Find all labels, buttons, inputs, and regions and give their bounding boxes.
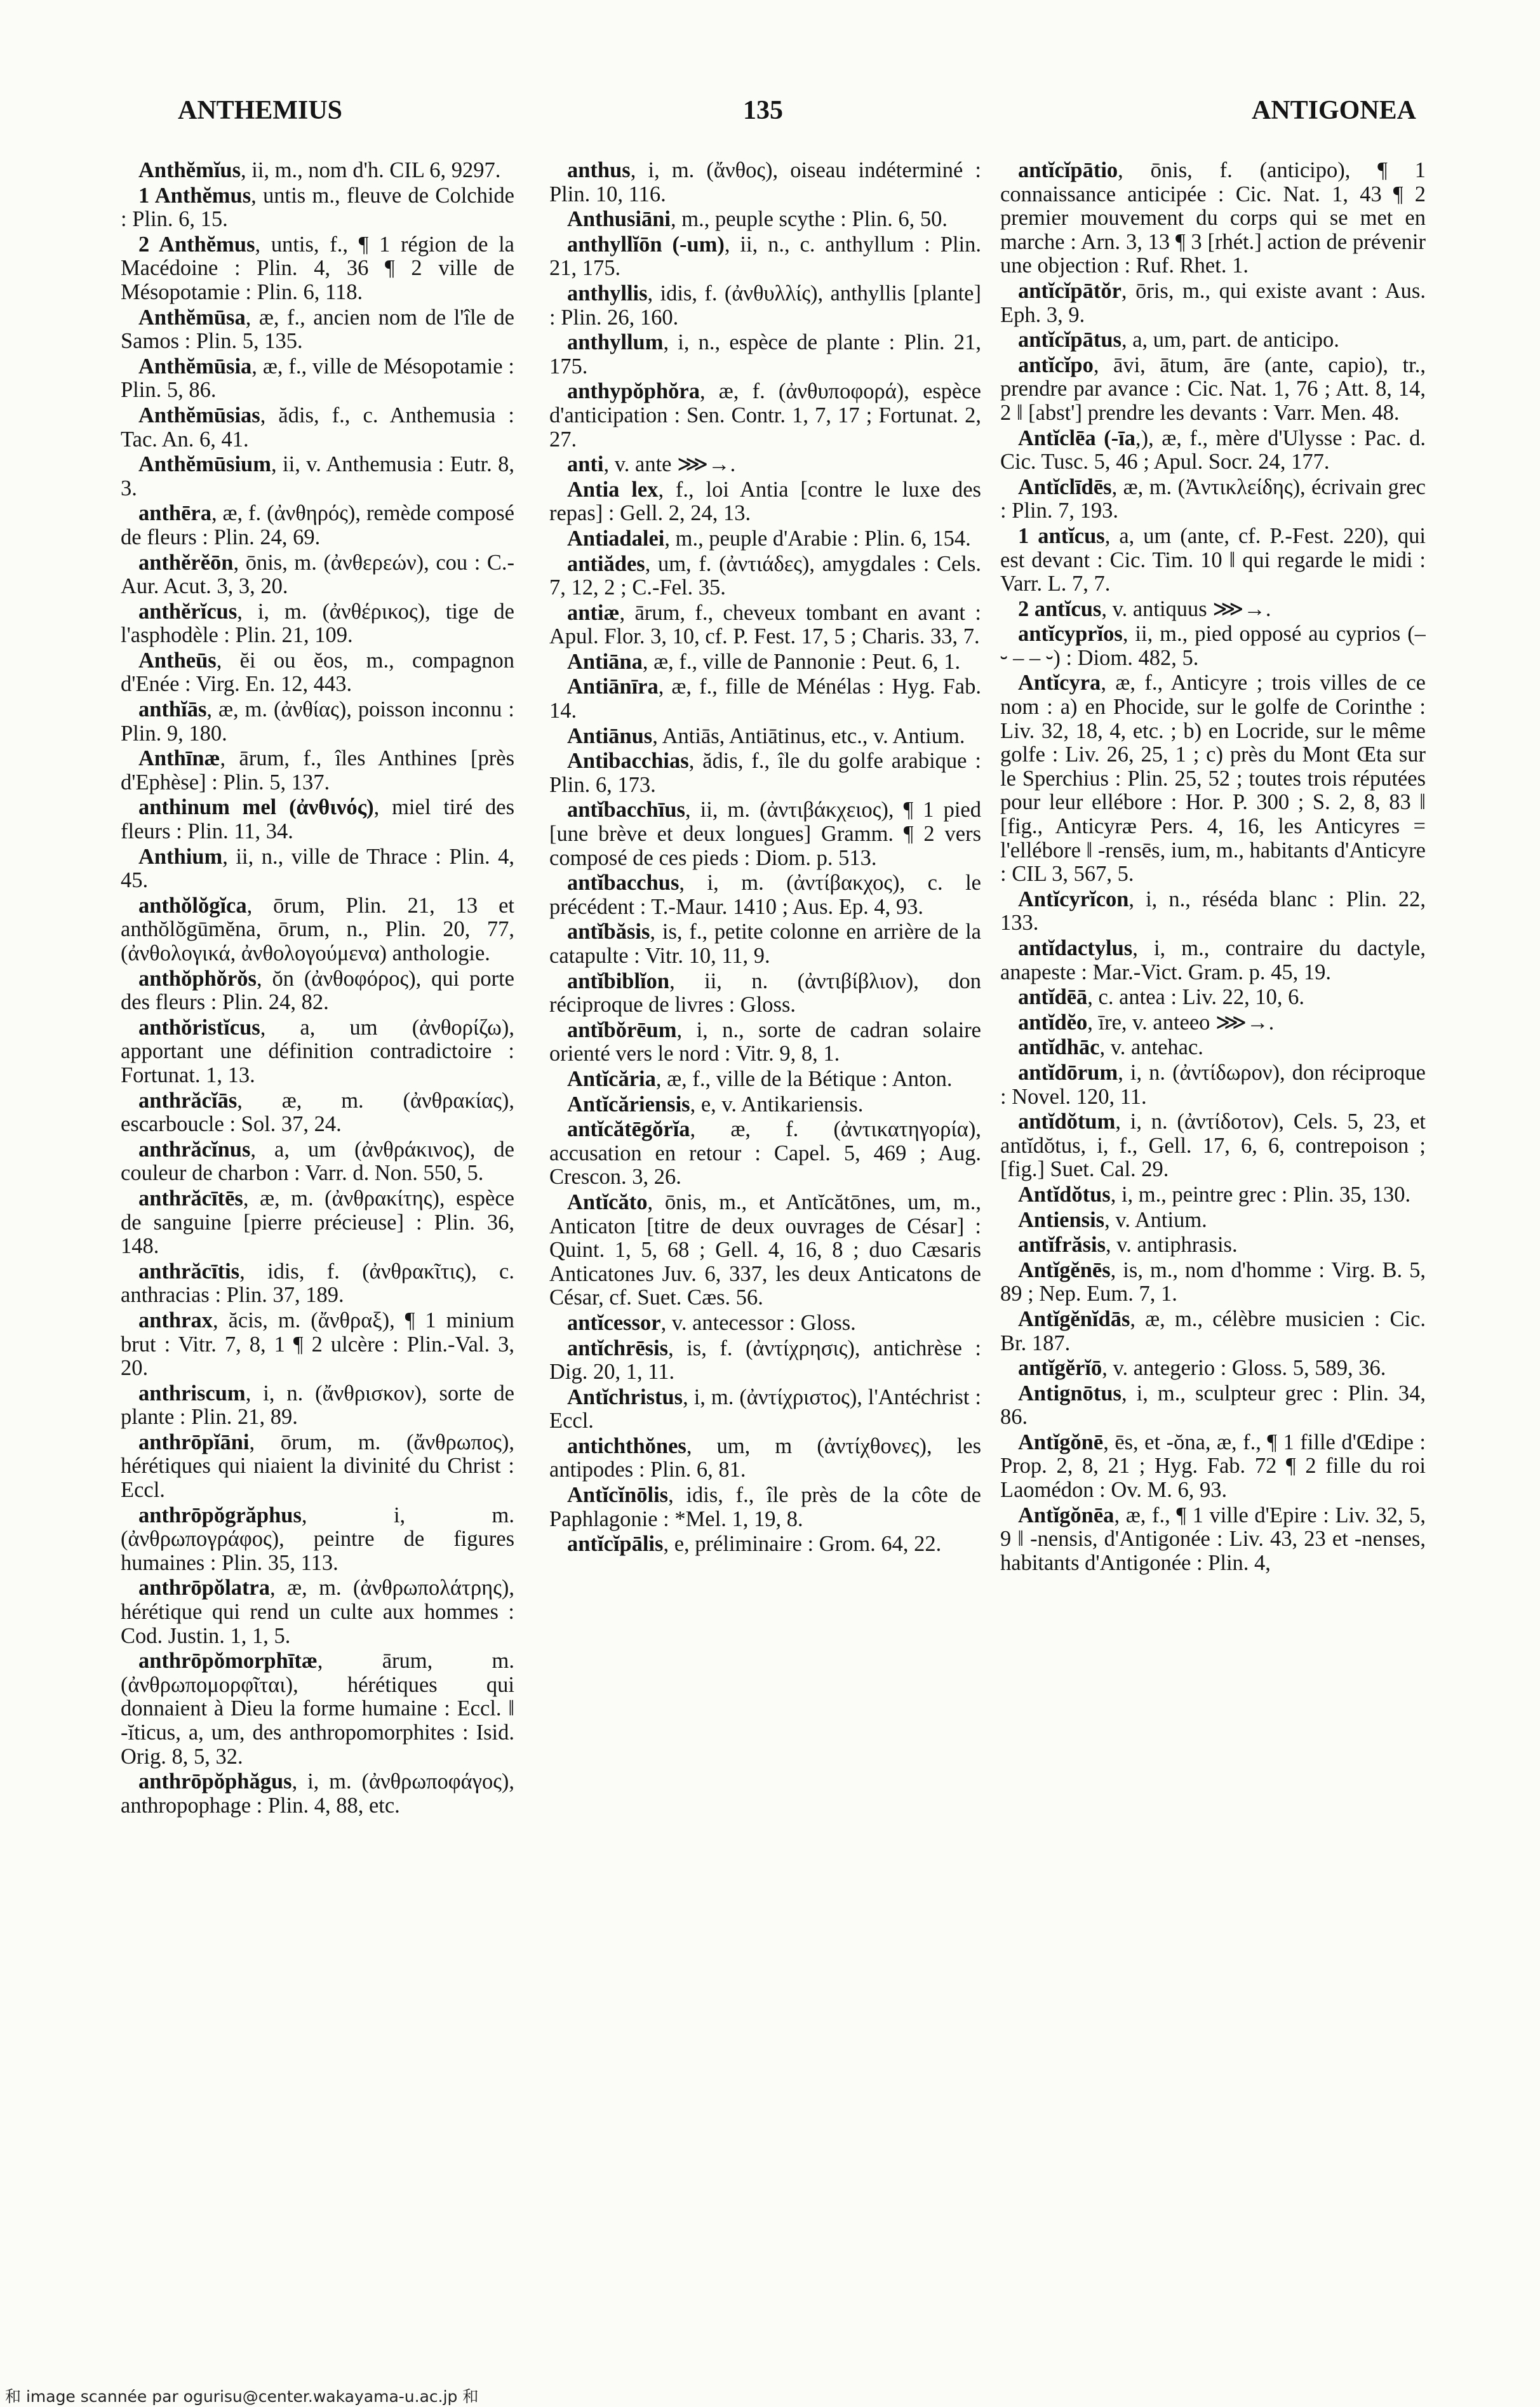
dictionary-entry: Antiensis, v. Antium. [1018, 1207, 1207, 1232]
dictionary-entry: anti, v. ante ⋙→. [567, 452, 736, 477]
dictionary-entry: antichthŏnes, um, m (ἀντίχθονες), les antipodes : Plin. 6, 81. [549, 1433, 981, 1482]
dictionary-entry: Antĭgĕnĭdās, æ, m., célèbre musicien : Cic. Br. 187. [1000, 1306, 1426, 1355]
dictionary-entry: Antĭcyrĭcon, i, n., réséda blanc : Plin. 22, 133. [1000, 887, 1426, 935]
dictionary-entry: anthypŏphŏra, æ, f. (ἀνθυποφορά), espèce d'anticipation : Sen. Contr. 1, 7, 17 ; Fortunat. 2, 27. [549, 379, 981, 452]
dictionary-entry: Anthĕmūsia, æ, f., ville de Mésopotamie : Plin. 5, 86. [121, 354, 514, 403]
dictionary-entry: antĭcĭpo, āvi, ātum, āre (ante, capio), tr., prendre par avance : Cic. Nat. 1, 76 ; Att. 8, 14, 2 ‖ [abst'] prendre les devants : Varr. Men. 48. [1000, 352, 1426, 425]
dictionary-entry: anthrōpŏgrăphus, i, m. (ἀνθρωπογράφος), peintre de figures humaines : Plin. 35, 113. [121, 1503, 514, 1575]
dictionary-entry: antĭdhāc, v. antehac. [1018, 1035, 1203, 1060]
dictionary-entry: Antĭcăria, æ, f., ville de la Bétique : Anton. [567, 1066, 953, 1091]
dictionary-entry: Antĭclīdēs, æ, m. (Ἀντικλείδης), écrivain grec : Plin. 7, 193. [1000, 474, 1426, 523]
scan-credit [0, 2383, 1540, 2406]
dictionary-entry: antĭcessor, v. antecessor : Gloss. [567, 1310, 856, 1335]
dictionary-entry: anthŏphŏrŏs, ŏn (ἀνθοφόρος), qui porte des fleurs : Plin. 24, 82. [121, 966, 514, 1015]
dictionary-entry: Antiāna, æ, f., ville de Pannonie : Peut. 6, 1. [567, 649, 961, 674]
dictionary-entry: antĭbăsis, is, f., petite colonne en arrière de la catapulte : Vitr. 10, 11, 9. [549, 920, 981, 968]
dictionary-entry: Antia lex, f., loi Antia [contre le luxe des repas] : Gell. 2, 24, 13. [549, 477, 981, 526]
dictionary-entry: antĭdēā, c. antea : Liv. 22, 10, 6. [1018, 985, 1304, 1010]
dictionary-entry: Anthīnæ, ārum, f., îles Anthines [près d'Ephèse] : Plin. 5, 137. [121, 746, 514, 795]
dictionary-entry: Antĭchristus, i, m. (ἀντίχριστος), l'Antéchrist : Eccl. [549, 1385, 981, 1433]
page-number: 135 [743, 96, 783, 125]
column-3 [1000, 159, 1426, 2331]
dictionary-entry: antĭbacchīus, ii, m. (ἀντιβάκχειος), ¶ 1 pied [une brève et deux longues] Gramm. ¶ 2 vers composé de ces pieds : Diom. p. 513. [549, 798, 981, 870]
dictionary-entry: antĭdōrum, i, n. (ἀντίδωρον), don réciproque : Novel. 120, 11. [1000, 1060, 1426, 1109]
dictionary-entry: anthrăcītēs, æ, m. (ἀνθρακίτης), espèce de sanguine [pierre précieuse] : Plin. 36, 148. [121, 1186, 514, 1259]
dictionary-entry: anthēra, æ, f. (ἀνθηρός), remède composé de fleurs : Plin. 24, 69. [121, 501, 514, 549]
dictionary-entry: Anthĕmūsa, æ, f., ancien nom de l'île de Samos : Plin. 5, 135. [121, 305, 514, 354]
dictionary-entry: anthrōpŏphăgus, i, m. (ἀνθρωποφάγος), anthropophage : Plin. 4, 88, etc. [121, 1769, 514, 1818]
dictionary-entry: Antheūs, ĕi ou ĕos, m., compagnon d'Enée : Virg. En. 12, 443. [121, 648, 514, 697]
page-header [152, 95, 1416, 133]
dictionary-entry: Antĭcăto, ōnis, m., et Antĭcătōnes, um, m., Anticaton [titre de deux ouvrages de César] : Quint. 1, 5, 68 ; Gell. 4, 16, 8 ; duo Cæsaris Anticatones Juv. 6, 337, les deux Anticatons de César, cf. Suet. Cæs. 56. [549, 1190, 981, 1310]
dictionary-entry: anthrōpĭāni, ōrum, m. (ἄνθρωπος), hérétiques qui niaient la divinité du Christ : Eccl. [121, 1430, 514, 1503]
running-head-left: ANTHEMIUS [178, 96, 343, 125]
dictionary-entry: anthyllum, i, n., espèce de plante : Plin. 21, 175. [549, 330, 981, 379]
scan-credit-text: 和 image scannée par ogurisu@center.wakayama-u.ac.jp 和 [5, 2387, 479, 2406]
dictionary-entry: Antĭcyra, æ, f., Anticyre ; trois villes de ce nom : a) en Phocide, sur le golfe de Corinthe : Liv. 32, 18, 4, etc. ; b) en Locride, sur le même golfe : Liv. 26, 25, 1 ; c) près du Mont Œta sur le Sperchius : Plin. 25, 52 ; toutes trois réputées pour leur ellébore : Hor. P. 300 ; S. 2, 8, 83 ‖ [fig., Anticyræ Pers. 4, 16, les Anticyres = l'ellébore ‖ -rensēs, ium, m., habitants d'Anticyre : CIL 3, 567, 5. [1000, 671, 1426, 887]
dictionary-entry: anthŏristĭcus, a, um (ἀνθορίζω), apportant une définition contradictoire : Fortunat. 1, 13. [121, 1015, 514, 1087]
dictionary-entry: Antĭcăriensis, e, v. Antikariensis. [567, 1092, 864, 1116]
dictionary-entry: Antĭgŏnē, ēs, et -ŏna, æ, f., ¶ 1 fille d'Œdipe : Prop. 2, 8, 21 ; Hyg. Fab. 72 ¶ 2 fille du roi Laomédon : Ov. M. 6, 93. [1000, 1430, 1426, 1503]
dictionary-entry: Anthusiāni, m., peuple scythe : Plin. 6, 50. [567, 207, 948, 232]
dictionary-entry: antĭdŏtum, i, n. (ἀντίδοτον), Cels. 5, 23, et antĭdŏtus, i, f., Gell. 17, 6, 6, contrepoison ; [fig.] Suet. Cal. 29. [1000, 1110, 1426, 1182]
dictionary-entry: Antibacchias, ădis, f., île du golfe arabique : Plin. 6, 173. [549, 749, 981, 797]
dictionary-entry: Antiadalei, m., peuple d'Arabie : Plin. 6, 154. [567, 526, 971, 551]
column-2 [549, 159, 981, 2331]
dictionary-entry: Antignōtus, i, m., sculpteur grec : Plin. 34, 86. [1000, 1381, 1426, 1430]
dictionary-entry: 2 Anthĕmus, untis, f., ¶ 1 région de la Macédoine : Plin. 4, 36 ¶ 2 ville de Mésopotamie : Plin. 6, 118. [121, 232, 514, 304]
dictionary-entry: 1 antĭcus, a, um (ante, cf. P.-Fest. 220), qui est devant : Cic. Tim. 10 ‖ qui regarde le midi : Varr. L. 7, 7. [1000, 523, 1426, 596]
dictionary-entry: antĭcĭpātŏr, ōris, m., qui existe avant : Aus. Eph. 3, 9. [1000, 278, 1426, 327]
dictionary-entry: anthĭās, æ, m. (ἀνθίας), poisson inconnu : Plin. 9, 180. [121, 697, 514, 746]
dictionary-entry: Antĭdŏtus, i, m., peintre grec : Plin. 35, 130. [1018, 1182, 1411, 1207]
dictionary-entry: antĭdĕo, īre, v. anteeo ⋙→. [1018, 1010, 1275, 1035]
dictionary-entry: antĭbiblĭon, ii, n. (ἀντιβίβλιον), don réciproque de livres : Gloss. [549, 969, 981, 1017]
dictionary-entry: anthŏlŏgĭca, ōrum, Plin. 21, 13 et anthŏlŏgūmĕna, ōrum, n., Plin. 20, 77, (ἀνθολογικά, ἀνθολογούμενα) anthologie. [121, 893, 514, 965]
dictionary-entry: antĭgĕrĭō, v. antegerio : Gloss. 5, 589, 36. [1018, 1356, 1386, 1381]
dictionary-entry: Antiānīra, æ, f., fille de Ménélas : Hyg. Fab. 14. [549, 674, 981, 723]
dictionary-entry: Anthĕmūsium, ii, v. Anthemusia : Eutr. 8, 3. [121, 452, 514, 500]
dictionary-entry: antĭcătēgŏrĭa, æ, f. (ἀντικατηγορία), accusation en retour : Capel. 5, 469 ; Aug. Crescon. 3, 26. [549, 1117, 981, 1190]
dictionary-entry: anthrax, ăcis, m. (ἄνθραξ), ¶ 1 minium brut : Vitr. 7, 8, 1 ¶ 2 ulcère : Plin.-Val. 3, 20. [121, 1308, 514, 1381]
dictionary-entry: anthrăcĭnus, a, um (ἀνθράκινος), de couleur de charbon : Varr. d. Non. 550, 5. [121, 1137, 514, 1186]
dictionary-entry: 1 Anthĕmus, untis m., fleuve de Colchide : Plin. 6, 15. [121, 183, 514, 232]
dictionary-entry: antĭbŏrēum, i, n., sorte de cadran solaire orienté vers le nord : Vitr. 9, 8, 1. [549, 1017, 981, 1066]
dictionary-entry: Antĭcĭnōlis, idis, f., île près de la côte de Paphlagonie : *Mel. 1, 19, 8. [549, 1483, 981, 1531]
dictionary-entry: 2 antĭcus, v. antiquus ⋙→. [1018, 596, 1271, 621]
running-head-right: ANTIGONEA [1251, 96, 1416, 125]
dictionary-entry: Anthĕmĭus, ii, m., nom d'h. CIL 6, 9297. [138, 159, 501, 182]
dictionary-entry: anthyllĭōn (-um), ii, n., c. anthyllum : Plin. 21, 175. [549, 232, 981, 281]
dictionary-entry: anthrōpŏlatra, æ, m. (ἀνθρωπολάτρης), hérétique qui rend un culte aux hommes : Cod. Justin. 1, 1, 5. [121, 1576, 514, 1648]
dictionary-entry: antiădes, um, f. (ἀντιάδες), amygdales : Cels. 7, 12, 2 ; C.-Fel. 35. [549, 551, 981, 600]
dictionary-entry: anthrăcītis, idis, f. (ἀνθρακῖτις), c. anthracias : Plin. 37, 189. [121, 1259, 514, 1308]
dictionary-entry: anthyllis, idis, f. (ἀνθυλλίς), anthyllis [plante] : Plin. 26, 160. [549, 281, 981, 330]
dictionary-entry: antĭbacchus, i, m. (ἀντίβακχος), c. le précédent : T.-Maur. 1410 ; Aus. Ep. 4, 93. [549, 871, 981, 919]
dictionary-entry: Antĭgŏnēa, æ, f., ¶ 1 ville d'Epire : Liv. 32, 5, 9 ‖ -nensis, d'Antigonée : Liv. 43, 23 et -nenses, habitants d'Antigonée : Plin. 4, [1000, 1503, 1426, 1575]
column-1 [121, 159, 514, 2331]
dictionary-entry: anthinum mel (ἀνθινός), miel tiré des fleurs : Plin. 11, 34. [121, 795, 514, 844]
dictionary-entry: anthĕrĕōn, ōnis, m. (ἀνθερεών), cou : C.-Aur. Acut. 3, 3, 20. [121, 550, 514, 599]
dictionary-entry: anthrōpŏmorphītæ, ārum, m. (ἀνθρωπομορφῖται), hérétiques qui donnaient à Dieu la forme humaine : Eccl. ‖ -ĭticus, a, um, des anthropomorphites : Isid. Orig. 8, 5, 32. [121, 1649, 514, 1769]
dictionary-entry: antĭdactylus, i, m., contraire du dactyle, anapeste : Mar.-Vict. Gram. p. 45, 19. [1000, 936, 1426, 984]
dictionary-entry: antĭchrēsis, is, f. (ἀντίχρησις), antichrèse : Dig. 20, 1, 11. [549, 1336, 981, 1385]
dictionary-entry: anthus, i, m. (ἄνθος), oiseau indéterminé : Plin. 10, 116. [549, 159, 981, 206]
dictionary-entry: anthrăcĭās, æ, m. (ἀνθρακίας), escarboucle : Sol. 37, 24. [121, 1088, 514, 1137]
dictionary-entry: anthĕrĭcus, i, m. (ἀνθέρικος), tige de l'asphodèle : Plin. 21, 109. [121, 599, 514, 648]
dictionary-entry: Antĭclēa (-īa,), æ, f., mère d'Ulysse : Pac. d. Cic. Tusc. 5, 46 ; Apul. Socr. 24, 177. [1000, 426, 1426, 474]
dictionary-entry: antĭcĭpātio, ōnis, f. (anticipo), ¶ 1 connaissance anticipée : Cic. Nat. 1, 43 ¶ 2 premier mouvement du corps qui se met en marche : Arn. 3, 13 ¶ 3 [rhét.] action de prévenir une objection : Ruf. Rhet. 1. [1000, 159, 1426, 278]
dictionary-entry: antĭcĭpālis, e, préliminaire : Grom. 64, 22. [567, 1532, 942, 1557]
dictionary-entry: antĭfrăsis, v. antiphrasis. [1018, 1233, 1238, 1257]
dictionary-entry: anthriscum, i, n. (ἄνθρισκον), sorte de plante : Plin. 21, 89. [121, 1381, 514, 1430]
dictionary-entry: antĭcĭpātus, a, um, part. de anticipo. [1018, 328, 1339, 352]
dictionary-entry: antĭcyprĭos, ii, m., pied opposé au cyprios (– ⏑ – – ⏑) : Diom. 482, 5. [1000, 622, 1426, 670]
dictionary-entry: Antĭgĕnēs, is, m., nom d'homme : Virg. B. 5, 89 ; Nep. Eum. 7, 1. [1000, 1257, 1426, 1306]
dictionary-entry: antiæ, ārum, f., cheveux tombant en avant : Apul. Flor. 3, 10, cf. P. Fest. 17, 5 ; Charis. 33, 7. [549, 600, 981, 649]
dictionary-entry: Anthĕmūsias, ădis, f., c. Anthemusia : Tac. An. 6, 41. [121, 403, 514, 452]
dictionary-entry: Antiānus, Antiās, Antiātinus, etc., v. Antium. [567, 723, 965, 748]
dictionary-entry: Anthium, ii, n., ville de Thrace : Plin. 4, 45. [121, 844, 514, 893]
